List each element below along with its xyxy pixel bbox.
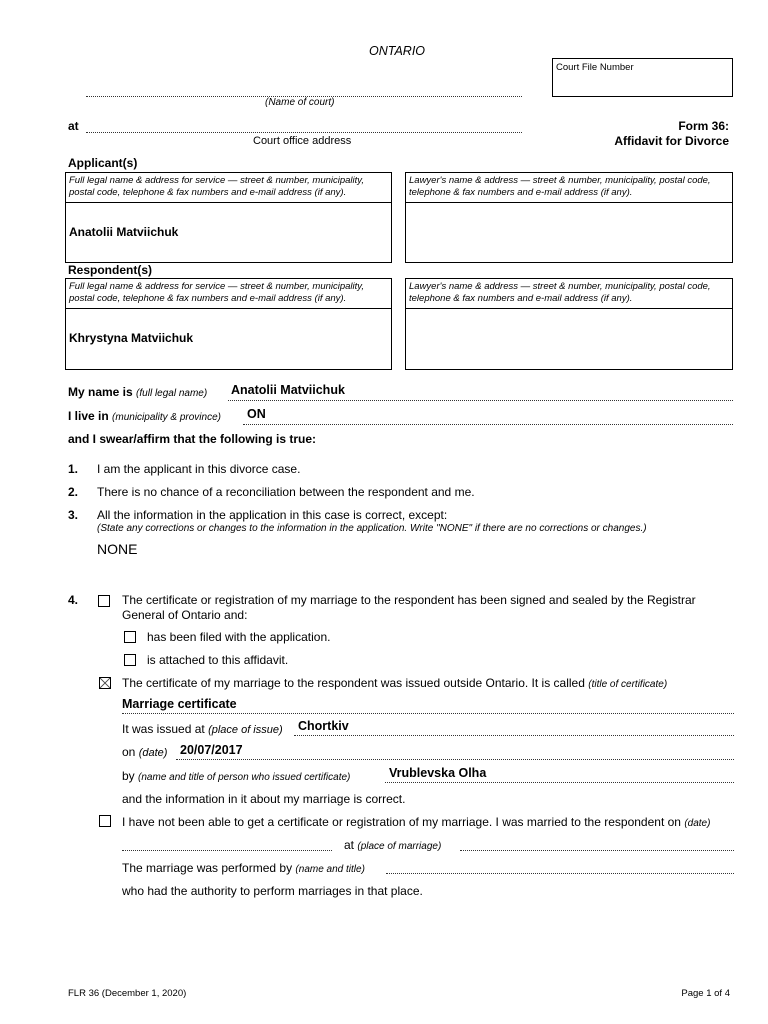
item-1-text: I am the applicant in this divorce case.	[97, 462, 301, 476]
option-attached-text: is attached to this affidavit.	[147, 653, 289, 667]
my-name-hint: (full legal name)	[136, 388, 208, 399]
performed-hint: (name and title)	[295, 864, 365, 875]
applicant-lawyer-box[interactable]	[405, 172, 733, 263]
my-name-row	[68, 385, 207, 399]
swear-text: and I swear/affirm that the following is true:	[68, 432, 317, 446]
performed-row	[122, 861, 365, 875]
applicant-heading: Applicant(s)	[68, 156, 138, 170]
issued-at-row	[122, 722, 283, 736]
checkbox-filed[interactable]	[124, 631, 136, 643]
on-date-line	[176, 759, 734, 760]
live-row	[68, 409, 221, 423]
my-name-label: My name is	[68, 385, 133, 399]
footer-page-number: Page 1 of 4	[681, 988, 730, 999]
name-of-court-caption: (Name of court)	[265, 97, 335, 108]
jurisdiction: ONTARIO	[369, 44, 426, 58]
item-3-number: 3.	[68, 508, 79, 522]
applicant-lawyer-caption: Lawyer's name & address — street & number, municipality, postal code, telephone & fax numbers and e-mail address (if any).	[409, 175, 711, 198]
live-hint: (municipality & province)	[112, 412, 221, 423]
court-office-address-field[interactable]	[86, 132, 522, 133]
at-place-row	[344, 838, 441, 852]
issued-by-row	[122, 769, 350, 783]
authority-text: who had the authority to perform marriages in that place.	[122, 884, 423, 898]
correct-text: and the information in it about my marriage is correct.	[122, 792, 406, 806]
item-3-hint: (State any corrections or changes to the information in the application. Write "NONE" if there are no corrections or changes.)	[97, 523, 647, 534]
not-able-text: I have not been able to get a certificate or registration of my marriage. I was married to the respondent on	[122, 815, 681, 829]
respondent-party-box[interactable]	[65, 278, 392, 370]
item-3-text: All the information in the application in this case is correct, except:	[97, 508, 448, 522]
item-4-text: The certificate or registration of my marriage to the respondent has been signed and sealed by the Registrar General of Ontario and:	[122, 593, 696, 622]
respondent-name: Khrystyna Matviichuk	[69, 331, 194, 345]
on-hint: (date)	[138, 747, 168, 759]
footer-form-code: FLR 36 (December 1, 2020)	[68, 988, 187, 999]
not-able-hint: (date)	[684, 818, 711, 829]
by-label: by	[122, 769, 135, 783]
by-hint: (name and title of person who issued certificate)	[138, 772, 351, 783]
my-name-value[interactable]: Anatolii Matviichuk	[231, 383, 345, 397]
item-2-number: 2.	[68, 485, 79, 499]
my-name-field-line	[228, 400, 733, 401]
item-3-value[interactable]: NONE	[97, 541, 138, 557]
checkbox-attached[interactable]	[124, 654, 136, 666]
respondent-lawyer-box[interactable]	[405, 278, 733, 370]
court-file-number-label: Court File Number	[556, 62, 634, 73]
issued-by-value[interactable]: Vrublevska Olha	[389, 766, 487, 780]
live-label: I live in	[68, 409, 109, 423]
respondent-lawyer-caption: Lawyer's name & address — street & number, municipality, postal code, telephone & fax numbers and e-mail address (if any).	[409, 281, 711, 304]
item-1-number: 1.	[68, 462, 79, 476]
applicant-party-caption: Full legal name & address for service — street & number, municipality, postal code, telephone & fax numbers and e-mail address (if any).	[69, 175, 364, 198]
on-date-value[interactable]: 20/07/2017	[180, 743, 243, 757]
applicant-party-box[interactable]	[65, 172, 392, 263]
at-label: at	[68, 119, 79, 133]
checkbox-registrar[interactable]	[98, 595, 110, 607]
not-able-row	[122, 815, 710, 829]
certificate-title-value[interactable]: Marriage certificate	[122, 697, 237, 711]
option-filed-text: has been filed with the application.	[147, 630, 331, 644]
option-outside-text: The certificate of my marriage to the respondent was issued outside Ontario. It is called	[122, 676, 585, 690]
item-2-text: There is no chance of a reconciliation between the respondent and me.	[97, 485, 475, 499]
at-place-hint: (place of marriage)	[357, 841, 442, 852]
at-place-label: at	[344, 838, 355, 852]
respondent-party-caption: Full legal name & address for service — street & number, municipality, postal code, telephone & fax numbers and e-mail address (if any).	[69, 281, 364, 304]
live-field-line	[243, 424, 733, 425]
marriage-date-line[interactable]	[122, 850, 332, 851]
court-office-caption: Court office address	[253, 135, 352, 147]
checkbox-not-able[interactable]	[99, 815, 111, 827]
on-date-row	[122, 745, 167, 759]
option-outside-hint: (title of certificate)	[588, 679, 668, 690]
form-number: Form 36:	[678, 119, 729, 133]
applicant-name: Anatolii Matviichuk	[69, 225, 179, 239]
on-label: on	[122, 745, 136, 759]
form-title: Affidavit for Divorce	[614, 134, 729, 148]
issued-by-line	[385, 782, 734, 783]
place-of-marriage-line[interactable]	[460, 850, 734, 851]
checkbox-outside-ontario[interactable]	[99, 677, 111, 689]
certificate-title-line	[122, 713, 734, 714]
live-value[interactable]: ON	[247, 407, 266, 421]
checkmark-x-icon	[100, 678, 110, 688]
performed-label: The marriage was performed by	[122, 861, 293, 875]
issued-at-line	[294, 735, 734, 736]
issued-at-hint: (place of issue)	[208, 724, 283, 736]
performed-by-line[interactable]	[386, 873, 734, 874]
option-outside-row	[122, 676, 667, 690]
issued-at-value[interactable]: Chortkiv	[298, 719, 349, 733]
respondent-heading: Respondent(s)	[68, 263, 152, 277]
court-file-number-box[interactable]	[552, 58, 733, 97]
item-4-number: 4.	[68, 593, 79, 607]
issued-at-label: It was issued at	[122, 722, 205, 736]
